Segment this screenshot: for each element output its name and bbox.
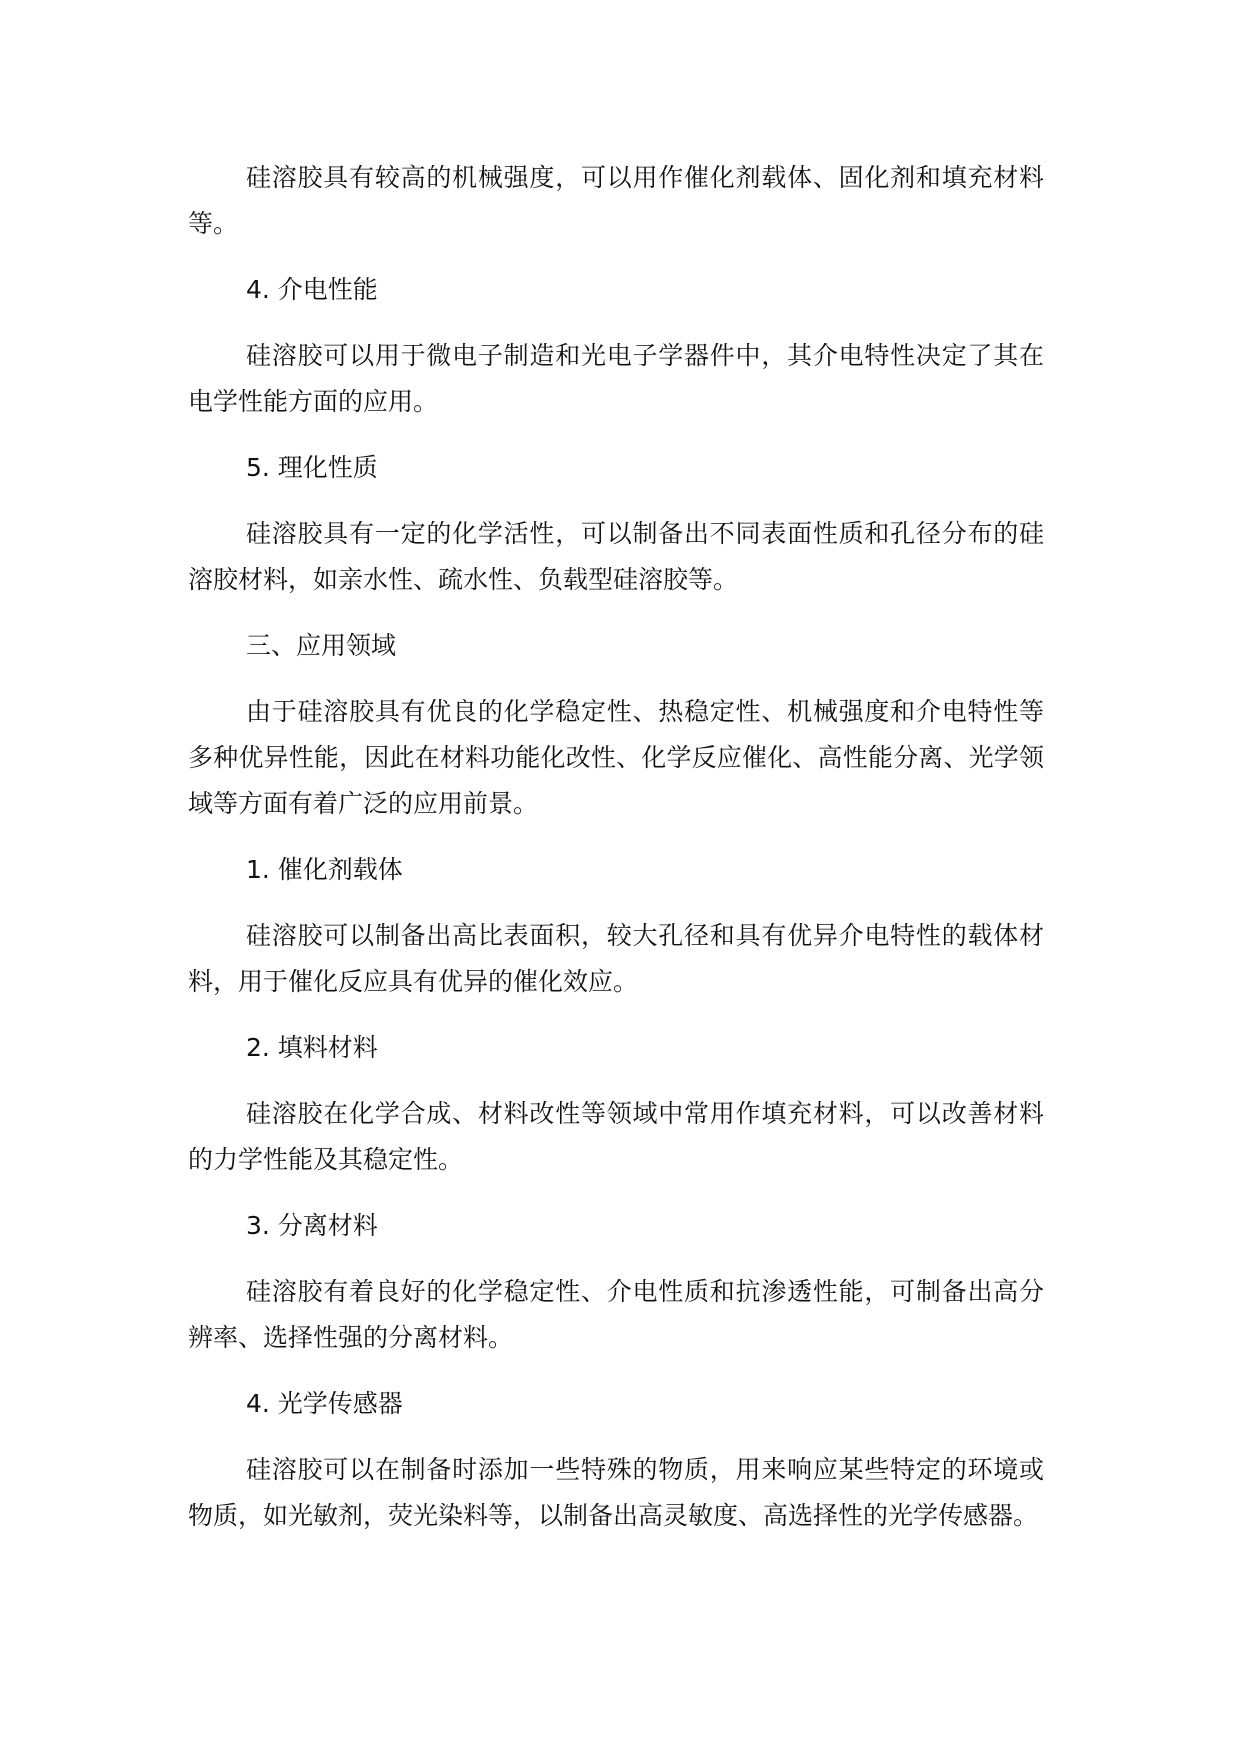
heading-optical-sensor: 4. 光学传感器	[246, 1389, 403, 1418]
paragraph-mechanical-strength: 硅溶胶具有较高的机械强度，可以用作催化剂载体、固化剂和填充材料等。	[188, 163, 1044, 238]
document-body	[188, 155, 1044, 1559]
heading-physicochemical-properties: 5. 理化性质	[246, 453, 378, 482]
heading-filler-material: 2. 填料材料	[246, 1033, 378, 1062]
paragraph-catalyst-carrier: 硅溶胶可以制备出高比表面积，较大孔径和具有优异介电特性的载体材料，用于催化反应具有优异的催化效应。	[188, 921, 1044, 996]
heading-dielectric-properties: 4. 介电性能	[246, 275, 378, 304]
paragraph-optical-sensor: 硅溶胶可以在制备时添加一些特殊的物质，用来响应某些特定的环境或物质，如光敏剂，荧光染料等，以制备出高灵敏度、高选择性的光学传感器。	[188, 1455, 1044, 1530]
paragraph-application-overview: 由于硅溶胶具有优良的化学稳定性、热稳定性、机械强度和介电特性等多种优异性能，因此在材料功能化改性、化学反应催化、高性能分离、光学领域等方面有着广泛的应用前景。	[188, 697, 1044, 818]
paragraph-dielectric-properties: 硅溶胶可以用于微电子制造和光电子学器件中，其介电特性决定了其在电学性能方面的应用。	[188, 341, 1044, 416]
heading-catalyst-carrier: 1. 催化剂载体	[246, 855, 403, 884]
heading-application-fields: 三、应用领域	[246, 631, 397, 660]
heading-separation-material: 3. 分离材料	[246, 1211, 378, 1240]
paragraph-separation-material: 硅溶胶有着良好的化学稳定性、介电性质和抗渗透性能，可制备出高分辨率、选择性强的分离材料。	[188, 1277, 1044, 1352]
paragraph-physicochemical-properties: 硅溶胶具有一定的化学活性，可以制备出不同表面性质和孔径分布的硅溶胶材料，如亲水性、疏水性、负载型硅溶胶等。	[188, 519, 1044, 594]
paragraph-filler-material: 硅溶胶在化学合成、材料改性等领域中常用作填充材料，可以改善材料的力学性能及其稳定性。	[188, 1099, 1044, 1174]
